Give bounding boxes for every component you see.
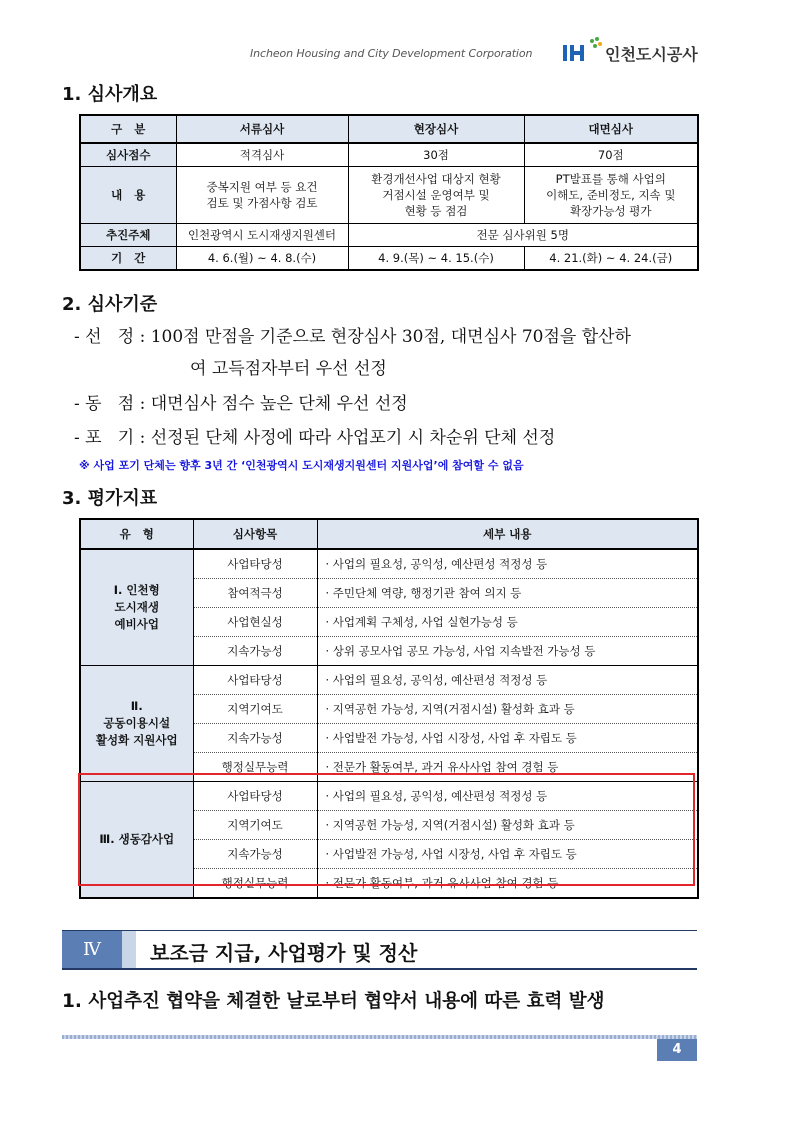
- evaluation-index-table: [79, 518, 699, 899]
- cell-line: 거점시설 운영여부 및: [382, 188, 490, 202]
- cell-line: PT발표를 통해 사업의: [555, 172, 666, 186]
- cell: 전문 심사위원 5명: [348, 224, 698, 247]
- item-cell: 지속가능성: [193, 637, 317, 666]
- page-number: 4: [657, 1039, 697, 1061]
- col-header-document: 서류심사: [176, 115, 348, 143]
- group-line: Ⅲ. 생동감사업: [99, 832, 175, 846]
- detail-cell: · 사업계획 구체성, 사업 실현가능성 등: [317, 608, 698, 637]
- item-cell: 행정실무능력: [193, 753, 317, 782]
- group-label-shared-facility: [80, 666, 193, 782]
- row-label-content: 내 용: [80, 167, 176, 224]
- group-line: Ⅰ. 인천형: [113, 583, 160, 597]
- section4-subtitle: 1. 사업추진 협약을 체결한 날로부터 협약서 내용에 따른 효력 발생: [62, 991, 605, 1012]
- cell-line: 이해도, 준비정도, 지속 및: [546, 188, 676, 202]
- cell: 4. 9.(목) ~ 4. 15.(수): [348, 247, 524, 271]
- cell-line: 확장가능성 평가: [570, 204, 652, 218]
- cell: 30점: [348, 143, 524, 167]
- header-org-english: Incheon Housing and City Development Corporation: [250, 47, 533, 60]
- detail-cell: · 지역공헌 가능성, 지역(거점시설) 활성화 효과 등: [317, 695, 698, 724]
- section3-title: 3. 평가지표: [62, 488, 158, 509]
- detail-cell: · 사업의 필요성, 공익성, 예산편성 적정성 등: [317, 782, 698, 811]
- cell-line: 중복지원 여부 등 요건: [206, 180, 318, 194]
- detail-cell: · 주민단체 역량, 행정기관 참여 의지 등: [317, 579, 698, 608]
- item-cell: 지속가능성: [193, 724, 317, 753]
- row-label-agent: 추진주체: [80, 224, 176, 247]
- cell-line: 현황 등 점검: [404, 204, 468, 218]
- criterion-forfeit: - 포 기 : 선정된 단체 사정에 따라 사업포기 시 차순위 단체 선정: [74, 428, 556, 448]
- item-cell: 사업타당성: [193, 782, 317, 811]
- section1-title: 1. 심사개요: [62, 84, 158, 105]
- section4-title: 보조금 지급, 사업평가 및 정산: [150, 941, 418, 965]
- detail-cell: · 지역공헌 가능성, 지역(거점시설) 활성화 효과 등: [317, 811, 698, 840]
- forfeit-notice: ※ 사업 포기 단체는 향후 3년 간 ‘인천광역시 도시재생지원센터 지원사업’에 참여할 수 없음: [79, 459, 524, 472]
- col-header-interview: 대면심사: [524, 115, 698, 143]
- detail-cell: · 사업의 필요성, 공익성, 예산편성 적정성 등: [317, 549, 698, 579]
- cell-line: 환경개선사업 대상지 현황: [371, 172, 501, 186]
- detail-cell: · 사업의 필요성, 공익성, 예산편성 적정성 등: [317, 666, 698, 695]
- criterion-selection: - 선 정 : 100점 만점을 기준으로 현장심사 30점, 대면심사 70점을 합산하: [74, 327, 631, 347]
- footer-bar: [62, 1035, 697, 1039]
- group-line: 예비사업: [114, 617, 159, 631]
- group-line: 활성화 지원사업: [95, 733, 178, 747]
- item-cell: 지역기여도: [193, 811, 317, 840]
- group-label-incheon: [80, 549, 193, 666]
- col-header-type: 유 형: [80, 519, 193, 549]
- item-cell: 참여적극성: [193, 579, 317, 608]
- criterion-tie: - 동 점 : 대면심사 점수 높은 단체 우선 선정: [74, 394, 408, 414]
- col-header-category: 구 분: [80, 115, 176, 143]
- ih-logo-icon: [559, 36, 611, 66]
- detail-cell: · 전문가 활동여부, 과거 유사사업 참여 경험 등: [317, 753, 698, 782]
- cell: 적격심사: [176, 143, 348, 167]
- criterion-selection-cont: 여 고득점자부터 우선 선정: [190, 359, 387, 379]
- item-cell: 지속가능성: [193, 840, 317, 869]
- group-line: 도시재생: [114, 600, 159, 614]
- detail-cell: · 사업발전 가능성, 사업 시장성, 사업 후 자립도 등: [317, 840, 698, 869]
- section4-bottom-rule: [62, 968, 697, 970]
- header-org-korean: 인천도시공사: [605, 45, 698, 64]
- group-line: 공동이용시설: [103, 716, 171, 730]
- row-label-score: 심사점수: [80, 143, 176, 167]
- cell: 인천광역시 도시재생지원센터: [176, 224, 348, 247]
- cell: [348, 167, 524, 224]
- cell-line: 검토 및 가점사항 검토: [206, 196, 318, 210]
- col-header-detail: 세부 내용: [317, 519, 698, 549]
- section2-title: 2. 심사기준: [62, 294, 158, 315]
- col-header-site: 현장심사: [348, 115, 524, 143]
- section4-top-rule: [62, 930, 697, 931]
- cell: 70점: [524, 143, 698, 167]
- cell: 4. 6.(월) ~ 4. 8.(수): [176, 247, 348, 271]
- review-overview-table: [79, 114, 699, 271]
- group-label-vitality: [80, 782, 193, 899]
- detail-cell: · 상위 공모사업 공모 가능성, 사업 지속발전 가능성 등: [317, 637, 698, 666]
- group-line: Ⅱ.: [130, 699, 143, 713]
- section4-number-accent: [122, 931, 136, 968]
- item-cell: 지역기여도: [193, 695, 317, 724]
- cell: 4. 21.(화) ~ 4. 24.(금): [524, 247, 698, 271]
- cell: [524, 167, 698, 224]
- item-cell: 사업현실성: [193, 608, 317, 637]
- detail-cell: · 사업발전 가능성, 사업 시장성, 사업 후 자립도 등: [317, 724, 698, 753]
- row-label-period: 기 간: [80, 247, 176, 271]
- cell: [176, 167, 348, 224]
- item-cell: 사업타당성: [193, 549, 317, 579]
- item-cell: 사업타당성: [193, 666, 317, 695]
- detail-cell: · 전문가 활동여부, 과거 유사사업 참여 경험 등: [317, 869, 698, 899]
- col-header-item: 심사항목: [193, 519, 317, 549]
- item-cell: 행정실무능력: [193, 869, 317, 899]
- section4-number: Ⅳ: [62, 931, 122, 968]
